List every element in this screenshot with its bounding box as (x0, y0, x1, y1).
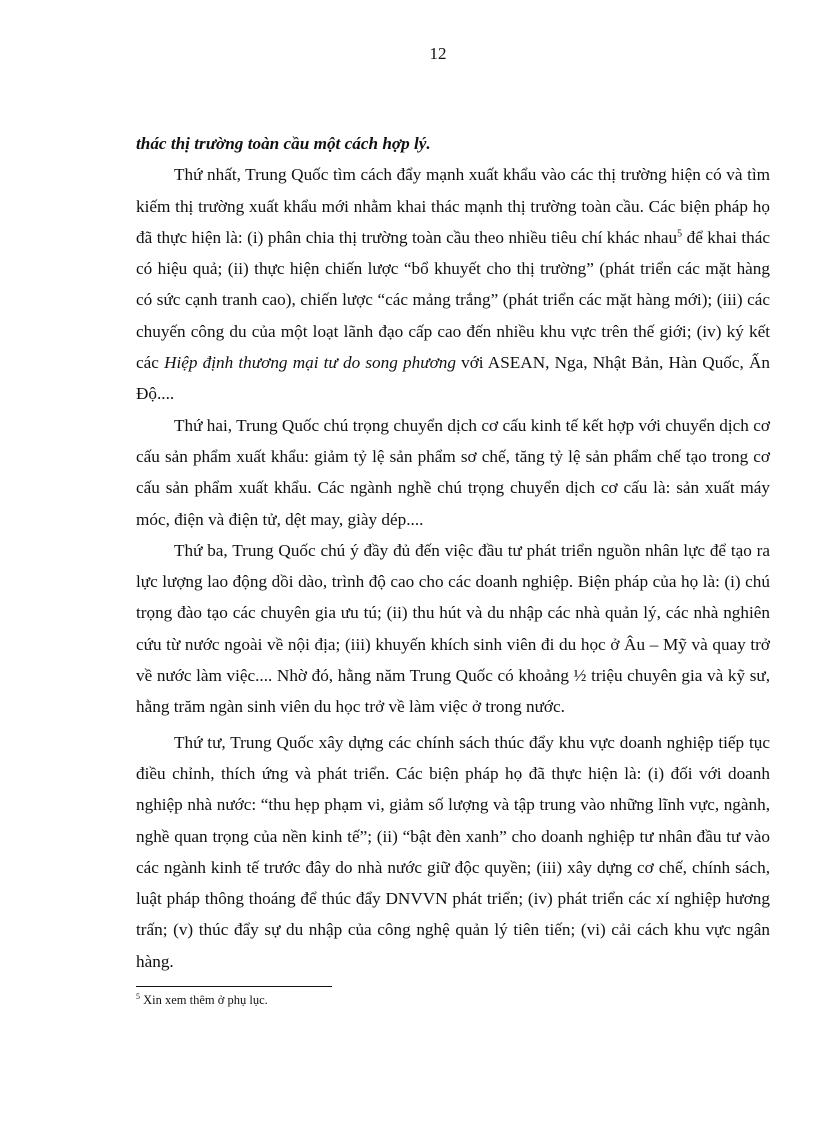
footnote-divider (136, 986, 332, 987)
paragraph-first-text-3: với ASEAN, Nga, Nhật Bản, Hàn Quốc, Ấn Độ.... (136, 353, 770, 404)
paragraph-first-text-1: Thứ nhất, Trung Quốc tìm cách đẩy mạnh xuất khẩu vào các thị trường hiện có và tìm kiếm thị trường xuất khẩu mới nhằm khai thác mạnh thị trường toàn cầu. Các biện pháp họ đã thực hiện là: (i) phân chia thị trường toàn cầu theo nhiều tiêu chí khác nhau (136, 165, 770, 247)
footnote (136, 992, 268, 1008)
page-number: 12 (429, 44, 447, 63)
paragraph-first-text-2: để khai thác có hiệu quả; (ii) thực hiện chiến lược “bổ khuyết cho thị trường” (phát triển các mặt hàng có sức cạnh tranh cao), chiến lược “các mảng trắng” (phát triển các mặt hàng mới); (iii) các chuyến công du của một loạt lãnh đạo cấp cao đến nhiều khu vực trên thế giới; (iv) ký kết các (136, 227, 770, 373)
paragraph-second: Thứ hai, Trung Quốc chú trọng chuyển dịch cơ cấu kinh tế kết hợp với chuyển dịch cơ cấu sản phẩm xuất khẩu: giảm tỷ lệ sản phẩm sơ chế, tăng tỷ lệ sản phẩm chế tạo trong cơ cấu sản phẩm xuất khẩu. Các ngành nghề chú trọng chuyển dịch cơ cấu là: sản xuất máy móc, điện và điện tử, dệt may, giày dép.... (136, 415, 770, 529)
lead-line: thác thị trường toàn cầu một cách hợp lý. (136, 134, 431, 153)
footnote-reference[interactable]: 5 (677, 228, 683, 240)
paragraph-first (136, 159, 770, 409)
paragraph-third: Thứ ba, Trung Quốc chú ý đầy đủ đến việc đầu tư phát triển nguồn nhân lực để tạo ra lực lượng lao động dồi dào, trình độ cao cho các doanh nghiệp. Biện pháp của họ là: (i) chú trọng đào tạo các chuyên gia ưu tú; (ii) thu hút và du nhập các nhà quản lý, các nhà nghiên cứu từ nước ngoài về nội địa; (iii) khuyến khích sinh viên đi du học ở Âu – Mỹ và quay trở về nước làm việc.... Nhờ đó, hằng năm Trung Quốc có khoảng ½ triệu chuyên gia và kỹ sư, hằng trăm ngàn sinh viên du học trở về làm việc ở trong nước. (136, 540, 770, 717)
paragraph-first-italic: Hiệp định thương mại tư do song phương (164, 353, 456, 373)
paragraph-fourth: Thứ tư, Trung Quốc xây dựng các chính sách thúc đẩy khu vực doanh nghiệp tiếp tục điều chỉnh, thích ứng và phát triển. Các biện pháp họ đã thực hiện là: (i) đối với doanh nghiệp nhà nước: “thu hẹp phạm vi, giảm số lượng và tập trung vào những lĩnh vực, ngành, nghề quan trọng của nền kinh tế”; (ii) “bật đèn xanh” cho doanh nghiệp tư nhân đầu tư vào các ngành kinh tế trước đây do nhà nước giữ độc quyền; (iii) xây dựng cơ chế, chính sách, luật pháp thông thoáng để thúc đẩy DNVVN phát triển; (iv) phát triển các xí nghiệp hương trấn; (v) thúc đẩy sự du nhập của công nghệ quản lý tiên tiến; (vi) cải cách khu vực ngân hàng. (136, 732, 770, 971)
footnote-marker: 5 (136, 991, 140, 1001)
footnote-text: Xin xem thêm ở phụ lục. (140, 993, 268, 1007)
body-text (136, 128, 770, 977)
